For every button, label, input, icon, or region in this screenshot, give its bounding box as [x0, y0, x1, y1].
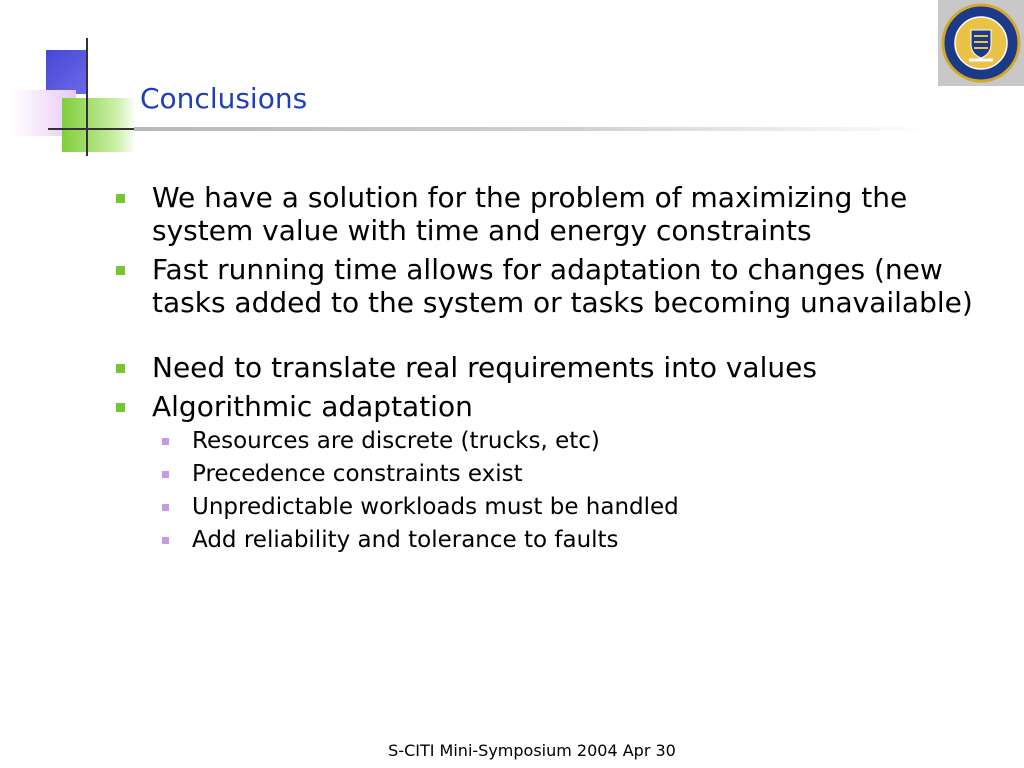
green-square-decoration: [62, 98, 136, 152]
sub-bullet-item: [162, 493, 996, 521]
sub-bullet-text: Resources are discrete (trucks, etc): [192, 428, 600, 454]
sub-bullet-list: [152, 427, 996, 554]
lilac-square-bullet-icon: [162, 471, 169, 478]
bullet-item: [116, 351, 996, 384]
slide-footer: S-CITI Mini-Symposium 2004 Apr 30: [388, 741, 676, 760]
bullet-text: Fast running time allows for adaptation to changes (new tasks added to the system or tasks becoming unavailable): [152, 253, 973, 319]
lilac-square-bullet-icon: [162, 438, 169, 445]
green-square-bullet-icon: [116, 266, 125, 275]
sub-bullet-item: [162, 460, 996, 488]
sub-bullet-text: Unpredictable workloads must be handled: [192, 494, 679, 520]
bullet-spacer: [116, 325, 996, 351]
horizontal-accent-line: [48, 128, 138, 130]
title-underline: [134, 127, 934, 131]
blue-square-decoration: [46, 50, 88, 94]
vertical-accent-line: [86, 38, 88, 156]
bullet-item: [116, 253, 996, 319]
green-square-bullet-icon: [116, 403, 125, 412]
green-square-bullet-icon: [116, 364, 125, 373]
sub-bullet-item: [162, 427, 996, 455]
bullet-list: [116, 181, 996, 560]
lilac-square-bullet-icon: [162, 537, 169, 544]
sub-bullet-text: Add reliability and tolerance to faults: [192, 527, 619, 553]
corner-decoration: [0, 0, 140, 160]
bullet-item: [116, 181, 996, 247]
bullet-text: Need to translate real requirements into values: [152, 351, 817, 384]
bullet-text: Algorithmic adaptation: [152, 390, 473, 423]
university-seal-icon: [938, 0, 1024, 86]
sub-bullet-text: Precedence constraints exist: [192, 461, 523, 487]
green-square-bullet-icon: [116, 194, 125, 203]
slide-title: Conclusions: [140, 82, 308, 115]
sub-bullet-item: [162, 526, 996, 554]
bullet-text: We have a solution for the problem of maximizing the system value with time and energy constraints: [152, 181, 908, 247]
lilac-square-bullet-icon: [162, 504, 169, 511]
bullet-item: [116, 390, 996, 554]
